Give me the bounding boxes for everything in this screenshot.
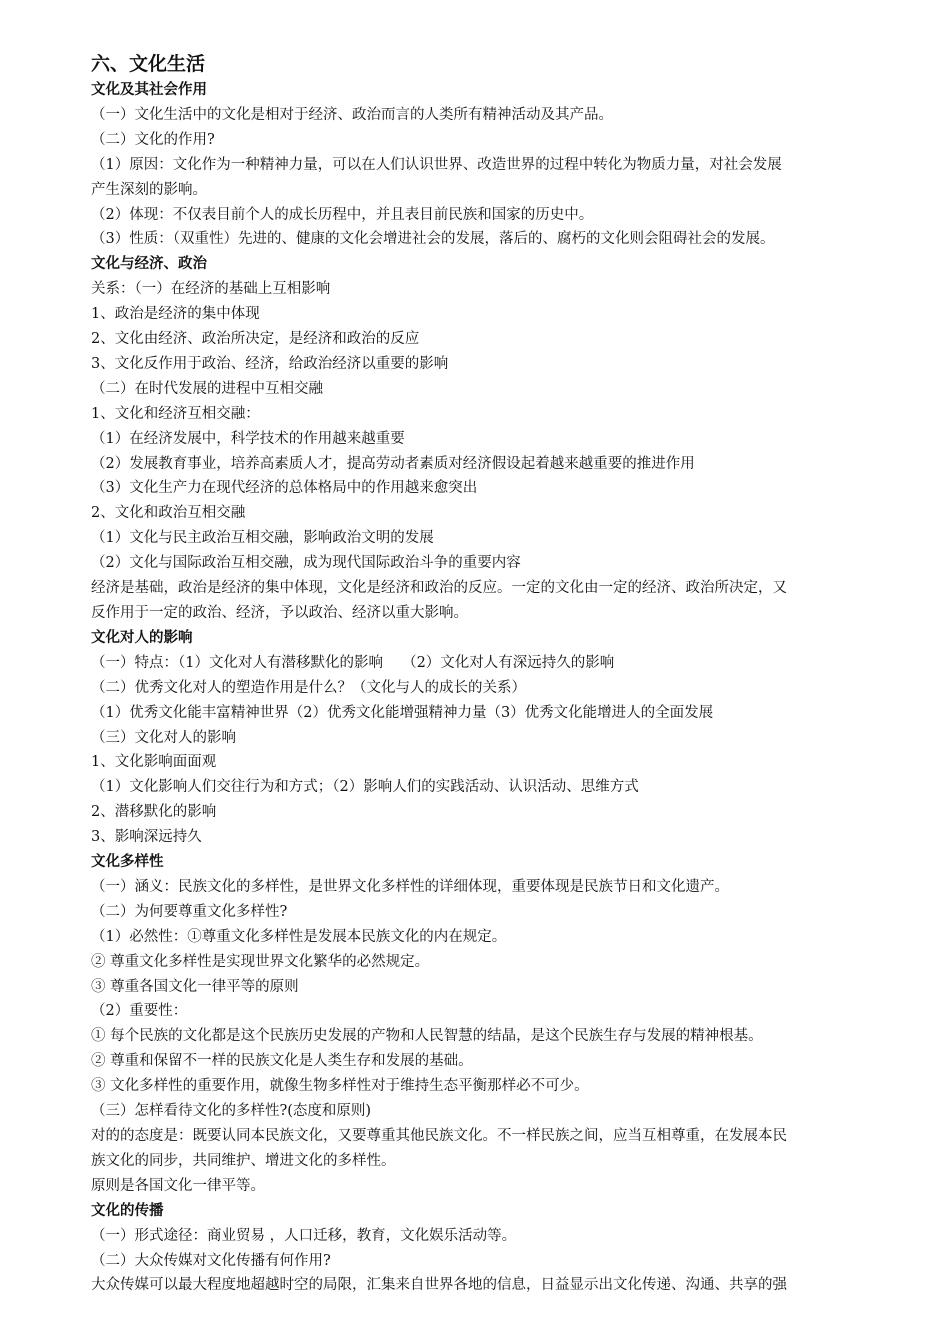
text-line: （3）性质：（双重性）先进的、健康的文化会增进社会的发展，落后的、腐朽的文化则会阻碍社会的发展。 (91, 231, 775, 248)
text-line: 原则是各国文化一律平等。 (91, 1177, 265, 1194)
text-line: ② 尊重和保留不一样的民族文化是人类生存和发展的基础。 (91, 1053, 473, 1070)
text-line: （一）形式途径：商业贸易 ，人口迁移，教育，文化娱乐活动等。 (91, 1227, 517, 1244)
text-line: （2）体现：不仅表目前个人的成长历程中，并且表目前民族和国家的历史中。 (91, 206, 594, 223)
text-line: （1）原因：文化作为一种精神力量，可以在人们认识世界、改造世界的过程中转化为物质力量，对社会发展 (91, 156, 782, 173)
text-line: （二）在时代发展的进程中互相交融 (91, 380, 323, 397)
text-line: 产生深刻的影响。 (91, 181, 207, 198)
text-line: 大众传媒可以最大程度地超越时空的局限，汇集来自世界各地的信息，日益显示出文化传递、沟通、共享的强 (91, 1277, 787, 1294)
document-page (91, 50, 861, 1298)
text-line: 2、文化由经济、政治所决定，是经济和政治的反应 (91, 331, 420, 348)
text-line: （三）怎样看待文化的多样性?(态度和原则) (91, 1103, 372, 1120)
text-line: （1）在经济发展中，科学技术的作用越来越重要 (91, 430, 405, 447)
text-line: ③ 文化多样性的重要作用，就像生物多样性对于维持生态平衡那样必不可少。 (91, 1078, 589, 1095)
section-heading: 文化及其社会作用 (91, 82, 207, 98)
text-line: ① 每个民族的文化都是这个民族历史发展的产物和人民智慧的结晶，是这个民族生存与发展的精神根基。 (91, 1028, 763, 1045)
text-line: 2、文化和政治互相交融 (91, 505, 246, 522)
text-line: （2）文化与国际政治互相交融，成为现代国际政治斗争的重要内容 (91, 555, 521, 572)
text-line: （1）优秀文化能丰富精神世界（2）优秀文化能增强精神力量（3）优秀文化能增进人的全面发展 (91, 704, 714, 721)
text-line: （一）涵义：民族文化的多样性，是世界文化多样性的详细体现，重要体现是民族节日和文化遗产。 (91, 878, 729, 895)
text-line: （3）文化生产力在现代经济的总体格局中的作用越来愈突出 (91, 480, 478, 497)
text-line: 反作用于一定的政治、经济，予以政治、经济以重大影响。 (91, 605, 468, 621)
section-heading: 文化对人的影响 (91, 629, 193, 646)
text-line: 族文化的同步，共同维护、增进文化的多样性。 (91, 1152, 396, 1169)
text-line: （1）必然性：①尊重文化多样性是发展本民族文化的内在规定。 (91, 928, 507, 945)
text-line: （二）优秀文化对人的塑造作用是什么？（文化与人的成长的关系） (91, 679, 526, 696)
text-line: 关系：（一）在经济的基础上互相影响 (91, 281, 331, 298)
text-line: 3、文化反作用于政治、经济，给政治经济以重要的影响 (91, 355, 449, 372)
page-title: 六、文化生活 (91, 53, 206, 75)
text-line: 3、影响深远持久 (91, 829, 202, 846)
text-line: ② 尊重文化多样性是实现世界文化繁华的必然规定。 (91, 953, 430, 970)
text-line: ③ 尊重各国文化一律平等的原则 (91, 978, 299, 995)
document-body (91, 78, 861, 1298)
section-heading: 文化与经济、政治 (91, 256, 207, 273)
text-line: 1、文化和经济互相交融： (91, 405, 260, 422)
text-line: 1、政治是经济的集中体现 (91, 306, 260, 323)
text-line: （2）重要性： (91, 1003, 188, 1020)
section-heading: 文化的传播 (91, 1202, 164, 1219)
text-line: （三）文化对人的影响 (91, 729, 236, 746)
text-line: （一）特点：（1）文化对人有潜移默化的影响 （2）文化对人有深远持久的影响 (91, 654, 615, 671)
section-heading: 文化多样性 (91, 854, 164, 871)
text-line: 1、文化影响面面观 (91, 754, 217, 771)
text-line: （1）文化影响人们交往行为和方式；（2）影响人们的实践活动、认识活动、思维方式 (91, 779, 639, 796)
text-line: （一）文化生活中的文化是相对于经济、政治而言的人类所有精神活动及其产品。 (91, 106, 613, 123)
text-line: （二）为何要尊重文化多样性? (91, 903, 288, 920)
text-line: （二）大众传媒对文化传播有何作用? (91, 1252, 331, 1269)
text-line: 2、潜移默化的影响 (91, 804, 217, 821)
text-line: 对的的态度是：既要认同本民族文化，又要尊重其他民族文化。不一样民族之间，应当互相尊重，在发展本民 (91, 1128, 787, 1144)
text-line: （二）文化的作用? (91, 131, 215, 148)
text-line: 经济是基础，政治是经济的集中体现，文化是经济和政治的反应。一定的文化由一定的经济、政治所决定，又 (91, 580, 787, 597)
text-line: （2）发展教育事业，培养高素质人才，提高劳动者素质对经济假设起着越来越重要的推进作用 (91, 455, 695, 472)
text-line: （1）文化与民主政治互相交融，影响政治文明的发展 (91, 530, 434, 547)
